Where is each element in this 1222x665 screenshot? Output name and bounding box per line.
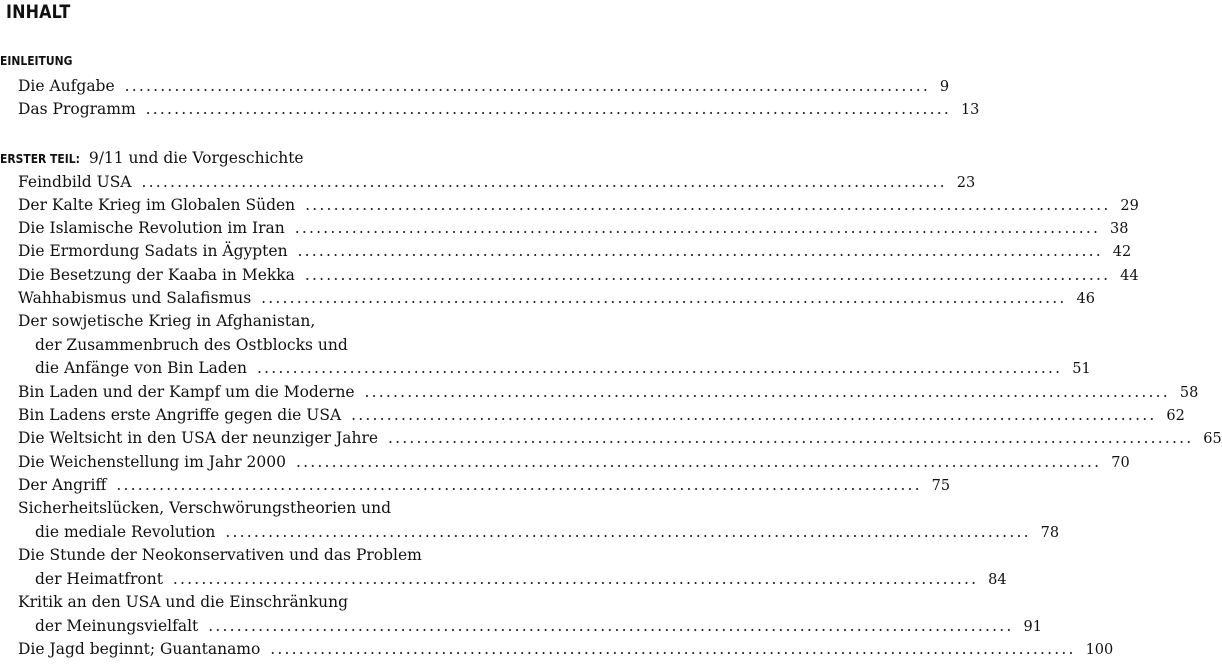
toc-entry-page: 46 bbox=[1076, 291, 1095, 307]
toc-entry-title: Der sowjetische Krieg in Afghanistan, bbox=[18, 312, 316, 330]
toc-entry-title: Der Angriff bbox=[18, 476, 107, 494]
toc-entry[interactable] bbox=[18, 312, 1091, 384]
toc-entry[interactable] bbox=[18, 289, 1095, 314]
toc-entry-page: 44 bbox=[1120, 268, 1139, 284]
dot-leader: ................................................................................................................. bbox=[295, 453, 1102, 471]
toc-entry-page: 29 bbox=[1120, 198, 1139, 214]
toc-entry[interactable] bbox=[18, 546, 1007, 594]
toc-entry[interactable] bbox=[18, 476, 951, 501]
toc-entry-title: Wahhabismus und Salafismus bbox=[18, 289, 252, 307]
toc-entry-title: Die Weltsicht in den USA der neunziger Jahre bbox=[18, 429, 379, 447]
toc-entry-title: Die Jagd beginnt; Guantanamo bbox=[18, 640, 261, 658]
toc-entry-title-continued: die mediale Revolution bbox=[35, 522, 216, 541]
toc-entry-title: Feindbild USA bbox=[18, 173, 132, 191]
toc-entry-title: Der Kalte Krieg im Globalen Süden bbox=[18, 196, 296, 214]
section-heading-einleitung bbox=[0, 52, 84, 69]
toc-entry-title: Das Programm bbox=[18, 100, 136, 118]
dot-leader: ................................................................................................................. bbox=[141, 173, 947, 191]
dot-leader: ................................................................................................................. bbox=[145, 100, 951, 118]
toc-entry[interactable] bbox=[18, 429, 1222, 454]
section-heading-erster-teil bbox=[0, 150, 304, 167]
dot-leader: ................................................................................................................. bbox=[297, 242, 1103, 260]
dot-leader: ................................................................................................................. bbox=[256, 359, 1063, 377]
dot-leader: ................................................................................................................. bbox=[116, 476, 922, 494]
toc-entry-title: Kritik an den USA und die Einschränkung bbox=[18, 593, 348, 611]
toc-entry[interactable] bbox=[18, 77, 950, 102]
toc-entry-page: 38 bbox=[1110, 221, 1129, 237]
dot-leader: ................................................................................................................. bbox=[304, 266, 1111, 284]
section-label: EINLEITUNG bbox=[0, 53, 73, 68]
dot-leader: ................................................................................................................. bbox=[208, 616, 1014, 635]
toc-entry[interactable] bbox=[18, 266, 1139, 291]
dot-leader: ................................................................................................................. bbox=[387, 429, 1194, 447]
toc-entry-page: 9 bbox=[939, 79, 950, 95]
toc-entry[interactable] bbox=[18, 499, 1060, 547]
toc-entry-page: 91 bbox=[1023, 618, 1042, 635]
toc-entry[interactable] bbox=[18, 100, 980, 125]
toc-entry-page: 13 bbox=[960, 102, 980, 118]
toc-entry-page: 75 bbox=[931, 478, 951, 494]
page-title: INHALT bbox=[6, 1, 71, 23]
dot-leader: ................................................................................................................. bbox=[294, 219, 1101, 237]
dot-leader: ................................................................................................................. bbox=[225, 522, 1031, 541]
toc-entry-page: 100 bbox=[1085, 642, 1114, 658]
toc-entry[interactable] bbox=[18, 383, 1199, 408]
toc-entry-title: Die Islamische Revolution im Iran bbox=[18, 219, 285, 237]
toc-entry-page: 84 bbox=[988, 571, 1007, 588]
toc-entry-title: Die Aufgabe bbox=[18, 77, 115, 95]
toc-entry[interactable] bbox=[18, 640, 1114, 665]
section-label: ERSTER TEIL: bbox=[0, 151, 80, 166]
dot-leader: ................................................................................................................. bbox=[351, 406, 1157, 424]
toc-entry[interactable] bbox=[18, 219, 1129, 244]
toc-entry[interactable] bbox=[18, 173, 976, 198]
toc-entry-title: Bin Ladens erste Angriffe gegen die USA bbox=[18, 406, 342, 424]
toc-entry-title: Die Ermordung Sadats in Ägypten bbox=[18, 242, 288, 260]
section-subtitle: 9/11 und die Vorgeschichte bbox=[88, 149, 304, 167]
toc-entry-title: Die Weichenstellung im Jahr 2000 bbox=[18, 453, 286, 471]
toc-entry-page: 70 bbox=[1111, 455, 1130, 471]
dot-leader: ................................................................................................................. bbox=[124, 77, 930, 95]
dot-leader: ................................................................................................................. bbox=[364, 383, 1170, 401]
toc-entry-page: 65 bbox=[1203, 431, 1222, 447]
dot-leader: ................................................................................................................. bbox=[172, 569, 979, 588]
toc-entry[interactable] bbox=[18, 593, 1042, 641]
dot-leader: ................................................................................................................. bbox=[305, 196, 1111, 214]
toc-entry-title: Sicherheitslücken, Verschwörungstheorien und bbox=[18, 499, 392, 517]
toc-entry-title-continued: der Zusammenbruch des Ostblocks und bbox=[35, 335, 348, 354]
toc-entry-title-continued: der Meinungsvielfalt bbox=[35, 616, 199, 635]
dot-leader: ................................................................................................................. bbox=[270, 640, 1076, 658]
toc-entry-page: 78 bbox=[1040, 524, 1060, 541]
toc-entry[interactable] bbox=[18, 406, 1185, 431]
toc-entry-page: 62 bbox=[1166, 408, 1185, 424]
toc-entry-title-continued: die Anfänge von Bin Laden bbox=[35, 359, 248, 377]
toc-entry-page: 42 bbox=[1112, 244, 1132, 260]
toc-entry-title-continued: der Heimatfront bbox=[35, 569, 163, 588]
toc-entry[interactable] bbox=[18, 196, 1139, 221]
toc-entry-title: Die Besetzung der Kaaba in Mekka bbox=[18, 266, 295, 284]
toc-entry-title: Bin Laden und der Kampf um die Moderne bbox=[18, 383, 355, 401]
toc-entry-page: 51 bbox=[1072, 361, 1091, 377]
toc-entry[interactable] bbox=[18, 242, 1132, 267]
toc-entry[interactable] bbox=[18, 453, 1130, 478]
toc-entry-page: 23 bbox=[956, 175, 976, 191]
dot-leader: ................................................................................................................. bbox=[261, 289, 1067, 307]
toc-entry-page: 58 bbox=[1179, 385, 1199, 401]
toc-entry-title: Die Stunde der Neokonservativen und das Problem bbox=[18, 546, 422, 564]
